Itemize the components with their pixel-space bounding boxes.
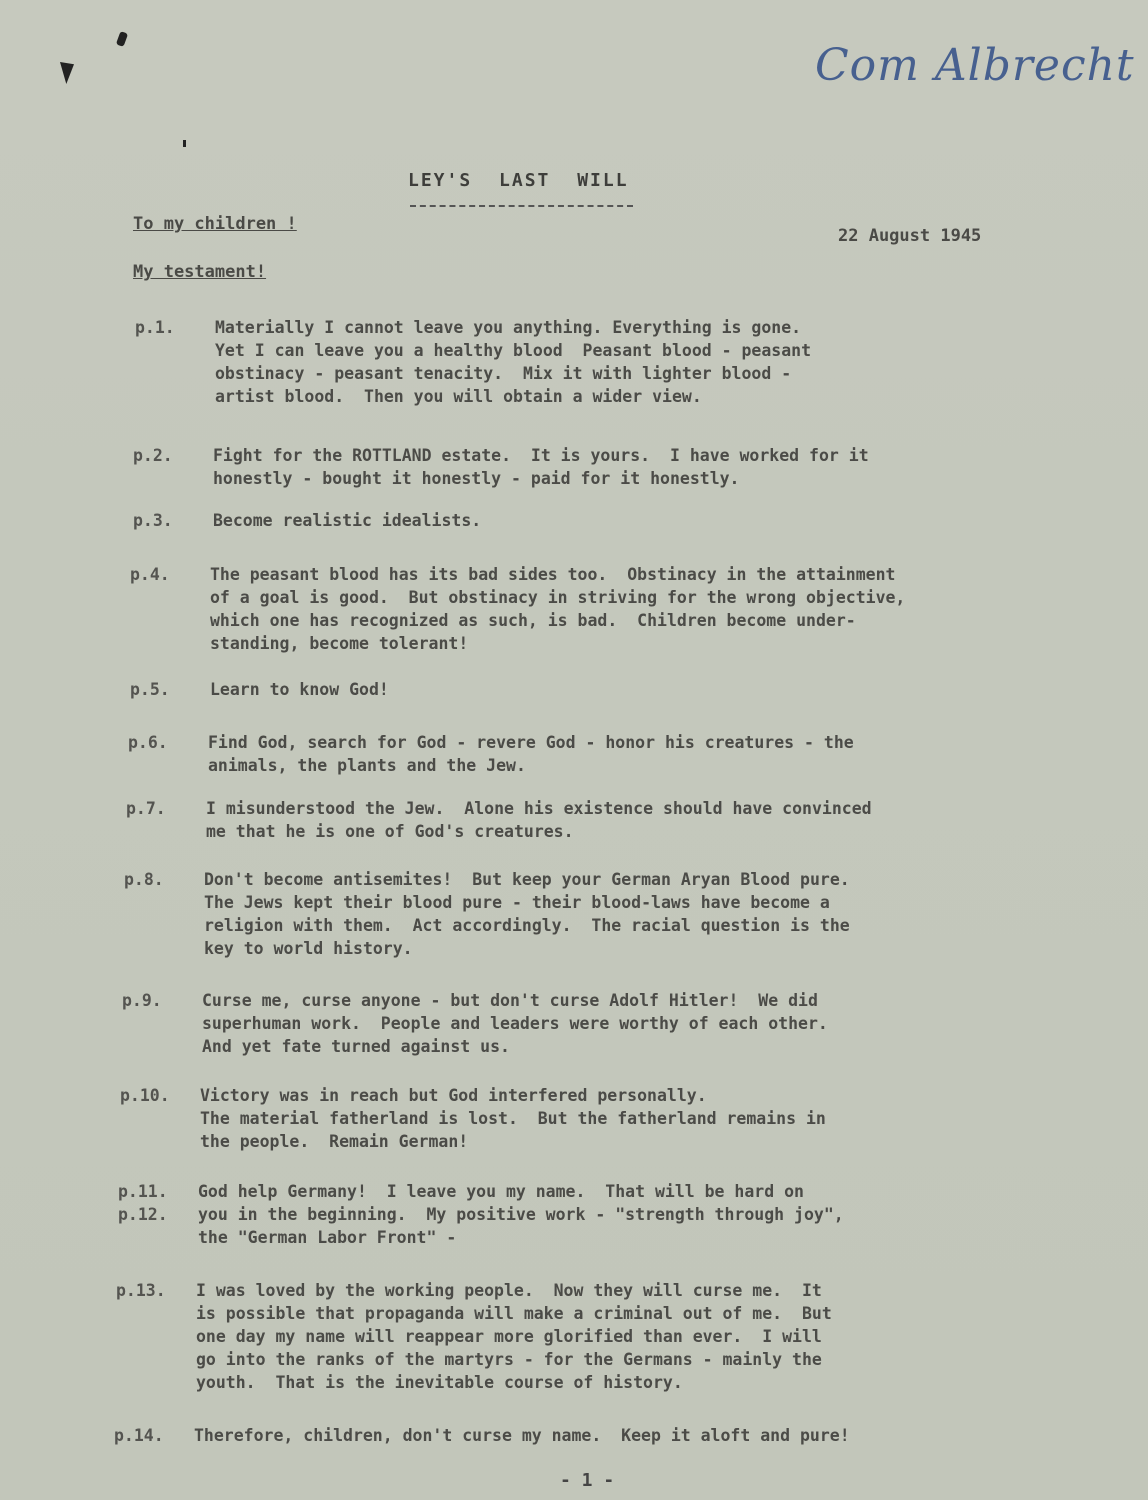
paragraph-number: p.10. xyxy=(120,1086,170,1105)
ink-mark xyxy=(183,140,186,147)
paragraph-text xyxy=(194,1424,850,1447)
paragraph-text xyxy=(213,509,481,532)
ink-mark xyxy=(60,62,74,84)
text-line: is possible that propaganda will make a criminal out of me. But xyxy=(196,1304,832,1323)
paragraph-text xyxy=(202,989,828,1058)
paragraph-text xyxy=(210,678,389,701)
paragraph-number: p.3. xyxy=(133,511,173,530)
text-line: The Jews kept their blood pure - their blood-laws have become a xyxy=(204,893,830,912)
text-line: Therefore, children, don't curse my name. Keep it aloft and pure! xyxy=(194,1426,850,1445)
testament-heading: My testament! xyxy=(133,262,267,282)
document-title: LEY'S LAST WILL xyxy=(408,170,629,191)
text-line: I misunderstood the Jew. Alone his existence should have convinced xyxy=(206,799,872,818)
text-line: you in the beginning. My positive work - "strength through joy", xyxy=(198,1205,844,1224)
text-line: obstinacy - peasant tenacity. Mix it with lighter blood - xyxy=(215,364,792,383)
text-line: standing, become tolerant! xyxy=(210,634,469,653)
text-line: I was loved by the working people. Now they will curse me. It xyxy=(196,1281,822,1300)
date: 22 August 1945 xyxy=(838,226,982,246)
paragraph-number: p.13. xyxy=(116,1281,166,1300)
text-line: honestly - bought it honestly - paid for it honestly. xyxy=(213,469,740,488)
text-line: which one has recognized as such, is bad. Children become under- xyxy=(210,611,856,630)
paragraph-text xyxy=(196,1279,832,1394)
paragraph-text xyxy=(215,316,811,408)
text-line: youth. That is the inevitable course of history. xyxy=(196,1373,683,1392)
text-line: And yet fate turned against us. xyxy=(202,1037,510,1056)
text-line: Don't become antisemites! But keep your German Aryan Blood pure. xyxy=(204,870,850,889)
text-line: Materially I cannot leave you anything. Everything is gone. xyxy=(215,318,802,337)
text-line: God help Germany! I leave you my name. That will be hard on xyxy=(198,1182,804,1201)
text-line: Fight for the ROTTLAND estate. It is yours. I have worked for it xyxy=(213,446,869,465)
text-line: Become realistic idealists. xyxy=(213,511,482,530)
paragraph-text xyxy=(213,444,869,490)
text-line: The material fatherland is lost. But the fatherland remains in xyxy=(200,1109,826,1128)
page-number: - 1 - xyxy=(560,1470,615,1491)
text-line: Curse me, curse anyone - but don't curse Adolf Hitler! We did xyxy=(202,991,818,1010)
text-line: superhuman work. People and leaders were worthy of each other. xyxy=(202,1014,828,1033)
paragraph-number: p.1. xyxy=(135,318,175,337)
paragraph-text xyxy=(204,868,850,960)
text-line: Yet I can leave you a healthy blood Peasant blood - peasant xyxy=(215,341,812,360)
text-line: The peasant blood has its bad sides too. Obstinacy in the attainment xyxy=(210,565,896,584)
paragraph-number: p.14. xyxy=(114,1426,164,1445)
paragraph-number: p.11. p.12. xyxy=(118,1182,168,1224)
text-line: the people. Remain German! xyxy=(200,1132,469,1151)
paragraph-number: p.2. xyxy=(133,446,173,465)
handwritten-annotation: Com Albrecht xyxy=(815,40,1135,91)
text-line: the "German Labor Front" - xyxy=(198,1228,457,1247)
paragraph-number: p.4. xyxy=(130,565,170,584)
paragraph-number: p.6. xyxy=(128,733,168,752)
text-line: key to world history. xyxy=(204,939,413,958)
paragraph-text xyxy=(198,1180,844,1249)
paragraph-text xyxy=(210,563,905,655)
text-line: of a goal is good. But obstinacy in striving for the wrong objective, xyxy=(210,588,906,607)
paragraph-number: p.7. xyxy=(126,799,166,818)
paragraph-text xyxy=(200,1084,826,1153)
text-line: Victory was in reach but God interfered personally. xyxy=(200,1086,707,1105)
text-line: artist blood. Then you will obtain a wider view. xyxy=(215,387,702,406)
text-line: Learn to know God! xyxy=(210,680,389,699)
text-line: animals, the plants and the Jew. xyxy=(208,756,526,775)
paragraph-number: p.8. xyxy=(124,870,164,889)
text-line: religion with them. Act accordingly. The racial question is the xyxy=(204,916,850,935)
text-line: Find God, search for God - revere God - honor his creatures - the xyxy=(208,733,854,752)
text-line: go into the ranks of the martyrs - for the Germans - mainly the xyxy=(196,1350,822,1369)
paragraph-number: p.5. xyxy=(130,680,170,699)
title-underline xyxy=(410,205,633,207)
paragraph-number: p.9. xyxy=(122,991,162,1010)
greeting: To my children ! xyxy=(133,214,297,234)
paragraph-text xyxy=(208,731,854,777)
text-line: one day my name will reappear more glorified than ever. I will xyxy=(196,1327,822,1346)
paragraph-text xyxy=(206,797,872,843)
text-line: me that he is one of God's creatures. xyxy=(206,822,574,841)
ink-mark xyxy=(116,31,128,47)
